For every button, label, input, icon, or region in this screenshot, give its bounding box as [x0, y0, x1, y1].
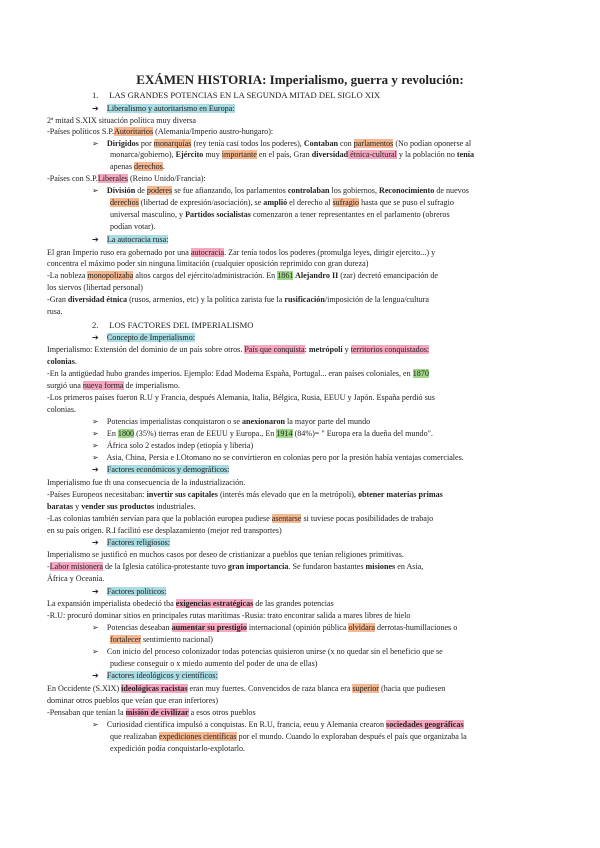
section-heading-1: [92, 90, 600, 100]
bullet-icon: ➢: [92, 186, 99, 195]
text-line: fortalecer sentimiento nacional): [110, 635, 213, 644]
text-line: dominar otros pueblos que veían que eran inferiores): [47, 696, 219, 705]
section-title: LAS GRANDES POTENCIAS EN LA SEGUNDA MITAD DEL SIGLO XIX: [109, 90, 381, 100]
bullet-icon: ➢: [92, 441, 99, 450]
text-line: -En la antigüedad hubo grandes imperios. Ejemplo: Edad Moderna España, Portugal... eran países coloniales, en 1870: [47, 369, 429, 378]
text-line: 2ª mitad S.XIX situación política muy diversa: [47, 116, 197, 125]
text-line: -Las colonias también servían para que la población europea pudiese asentarse si tuviese pocas posibilidades de trabajo: [47, 514, 434, 523]
text-line: pudiese conseguir o x miedo aumento del poder de una de ellas): [110, 659, 318, 668]
text-line: que realizaban expediciones científicas por el mundo. Cuando lo exploraban después el país que organizaba la: [110, 732, 467, 741]
bullet-icon: ➢: [92, 647, 99, 656]
text-line: concentra el máximo poder sin ninguna limitación (cualquier oposición reprimido con gran dureza): [47, 259, 369, 268]
bullet-icon: ➢: [92, 720, 99, 729]
arrow-icon: ➔: [92, 538, 99, 547]
text-line: -Labor misionera de la Iglesia católica-protestante tuvo gran importancia. Se fundaron bastantes misiones en Asia,: [47, 562, 424, 571]
text-line: -Gran diversidad étnica (rusos, armenios, etc) y la política zarista fue la rusificación/imposición de la lengua/cultura: [47, 295, 429, 304]
text-line: -La nobleza monopolizaba altos cargos del ejército/administración. En 1861 Alejandro II (zar) decretó emancipación de: [47, 271, 439, 280]
bullet-icon: ➢: [92, 429, 99, 438]
bullet-item: ➢ En 1800 (35%) tierras eran de EEUU y Europa., En 1914 (84%)= " Europa era la dueña del mundo".: [92, 429, 433, 438]
text-line: derechos (libertad de expresión/asociación), se amplió el derecho al sufragio hasta que se puso el sufragio: [110, 198, 454, 207]
bullet-item: ➢ Con inicio del proceso colonizador todas potencias quisieron unirse (x no quedar sin el beneficio que se: [92, 647, 443, 656]
text-line: En Occidente (S.XIX) ideológicas racistas eran muy fuertes. Convencidos de raza blanca era superior (hacia que pudiesen: [47, 684, 446, 693]
text-line: -Países políticos S.P.Autoritarios (Alemania/Imperio austro-hungaro):: [47, 127, 274, 136]
text-line: África y Oceanía.: [47, 574, 105, 583]
text-line: -Los primeros países fueron R.U y Francia, después Alemania, Italia, Bélgica, Rusia, EEUU y Japón. España perdió sus: [47, 393, 435, 402]
bullet-icon: ➢: [92, 623, 99, 632]
bullet-icon: ➢: [92, 453, 99, 462]
text-line: rusa.: [47, 307, 63, 316]
bullet-icon: ➢: [92, 417, 99, 426]
text-line: -R.U: procuró dominar sitios en principales rutas marítimas -Rusia: trato encontrar salida a mares libres de hielo: [47, 611, 411, 620]
text-line: Imperialismo fue th una consecuencia de la industrialización.: [47, 478, 246, 487]
arrow-icon: ➔: [92, 333, 99, 342]
subheading-politicos: ➔ Factores políticos:: [92, 587, 167, 596]
bullet-item: ➢ Dirigidos por monarquías (rey tenía casi todos los poderes), Contaban con parlamentos (No podían oponerse al: [92, 139, 472, 148]
arrow-icon: ➔: [92, 465, 99, 474]
section-heading-2: 2. LOS FACTORES DEL IMPERIALISMO: [92, 320, 254, 330]
text-line: La expansión imperialista obedeció tba exigencias estratégicas de las grandes potencias: [47, 599, 334, 608]
bullet-item: ➢ División de poderes se fue afianzando, los parlamentos controlaban los gobiernos, Reconocimiento de nuevos: [92, 186, 469, 195]
text-line: en su país origen. R.I facilitó ese desplazamiento (mejor red transportes): [47, 526, 282, 535]
text-line: monarca/gobierno), Ejército muy importante en el país, Gran diversidad étnica-cultural y la población no tenía: [110, 150, 474, 159]
subheading-concepto: ➔ Concepto de Imperialismo:: [92, 333, 196, 342]
arrow-icon: ➔: [92, 587, 99, 596]
arrow-icon: ➔: [92, 104, 99, 113]
text-line: Imperialismo se justificó en muchos casos por deseo de cristianizar a pueblos que tenían religiones primitivas.: [47, 550, 404, 559]
arrow-icon: ➔: [92, 671, 99, 680]
text-line: los siervos (libertad personal): [47, 283, 143, 292]
text-line: colonias.: [47, 357, 77, 366]
text-line: apenas derechos.: [110, 162, 165, 171]
subheading-text: Liberalismo y autoritarismo en Europa:: [106, 104, 235, 113]
text-line: -Pensaban que tenían la misión de civilizar a esos otros pueblos: [47, 708, 256, 717]
bullet-item: ➢ Potencias imperialistas conquistaron o se anexionaron la mayor parte del mundo: [92, 417, 371, 426]
text-line: baratas y vender sus productos industriales.: [47, 502, 196, 511]
text-line: -Países Europeos necesitaban: invertir sus capitales (interés más elevado que en la metrópoli), obtener materias primas: [47, 490, 443, 499]
text-line: expedición podía conquistarlo-explotarlo.: [110, 744, 246, 753]
text-line: surgió una nueva forma de imperialismo.: [47, 381, 180, 390]
text-line: colonias.: [47, 405, 76, 414]
bullet-item: ➢ Asia, China, Persia e I.Otomano no se convirtieron en colonias pero por la presión había ventajas comerciales.: [92, 453, 464, 462]
bullet-item: ➢ Potencias deseaban aumentar su prestigio internacional (opinión pública olvidara derrotas-humillaciones o: [92, 623, 458, 632]
arrow-icon: ➔: [92, 235, 99, 244]
bullet-item: ➢ África solo 2 estados indep (etiopía y liberia): [92, 441, 254, 450]
text-line: -Países con S.P.Liberales (Reino Unido/Francia):: [47, 174, 206, 183]
bullet-item: ➢ Curiosidad científica impulsó a conquistas. En R.U, francia, eeuu y Alemania crearon sociedades geográficas: [92, 720, 464, 729]
document-title: EXÁMEN HISTORIA: Imperialismo, guerra y revolución:: [136, 72, 464, 87]
subheading-ideologicos: ➔ Factores ideológicos y científicos:: [92, 671, 218, 680]
subheading-religiosos: ➔ Factores religiosos:: [92, 538, 171, 547]
section-number: 1.: [92, 90, 99, 100]
text-line: Imperialismo: Extensión del dominio de un país sobre otros. País que conquista: metrópoli y territorios conquistados:: [47, 345, 430, 354]
subheading-autocracia: ➔ La autocracia rusa:: [92, 235, 169, 244]
text-line: podían votar).: [110, 222, 156, 231]
subheading-economicos: ➔ Factores económicos y demográficos:: [92, 465, 230, 474]
bullet-icon: ➢: [92, 139, 99, 148]
text-line: El gran Imperio ruso era gobernado por una autocracia. Zar tenía todos los poderes (promulga leyes, dirigir ejercito...) y: [47, 248, 436, 257]
subheading-liberalismo: [92, 104, 600, 114]
text-line: universal masculino, y Partidos socialistas comenzaron a tener representantes en el parlamento (obreros: [110, 210, 450, 219]
